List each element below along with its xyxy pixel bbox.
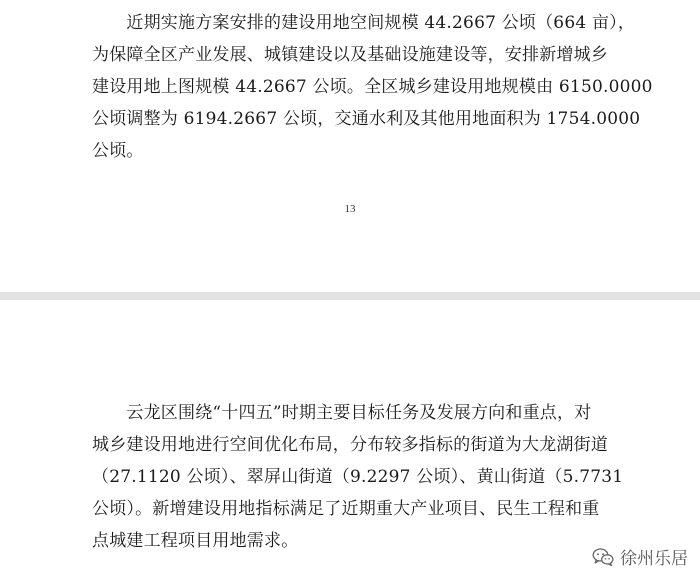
text-line: 云龙区围绕“十四五”时期主要目标任务及发展方向和重点，对 [92, 403, 592, 423]
text-line: 公顷。 [92, 141, 144, 161]
wechat-icon [592, 547, 614, 567]
text-line: 城乡建设用地进行空间优化布局，分布较多指标的街道为大龙湖街道 [92, 435, 608, 455]
text-line: 公顷）。新增建设用地指标满足了近期重大产业项目、民生工程和重 [92, 499, 600, 519]
watermark [592, 544, 688, 569]
text-line: 建设用地上图规模 44.2667 公顷。全区城乡建设用地规模由 6150.0000 [92, 77, 653, 97]
page-number: 13 [344, 203, 356, 215]
text-line: 近期实施方案安排的建设用地空间规模 44.2667 公顷（664 亩）， [92, 13, 636, 33]
paragraph-land-scale [92, 7, 653, 167]
text-line: 公顷调整为 6194.2667 公顷，交通水利及其他用地面积为 1754.0000 [92, 109, 641, 129]
text-line: （27.1120 公顷）、翠屏山街道（9.2297 公顷）、黄山街道（5.7731 [92, 467, 624, 487]
document-page-bottom [0, 300, 700, 583]
watermark-text: 徐州乐居 [620, 549, 688, 569]
page-divider [0, 292, 700, 300]
text-line: 点城建工程项目用地需求。 [92, 531, 299, 551]
text-line: 为保障全区产业发展、城镇建设以及基础设施建设等，安排新增城乡 [92, 45, 608, 65]
paragraph-spatial-layout [92, 397, 624, 557]
